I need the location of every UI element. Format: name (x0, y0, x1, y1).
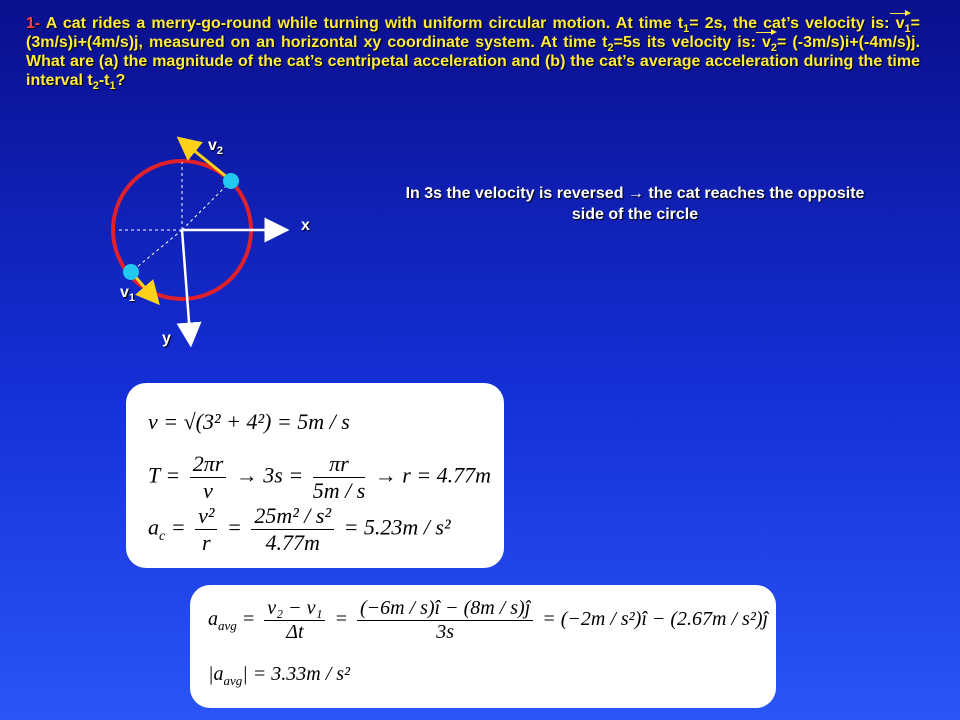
aavg-frac1-num: v₂ − v₁ (264, 597, 325, 621)
T-frac2-num: πr (313, 451, 366, 478)
cat-position-v2 (223, 173, 239, 189)
aavg-lhs: a (208, 608, 218, 631)
t2-subscript: 2 (607, 42, 614, 55)
v1-subscript: 1 (904, 23, 911, 36)
T-frac2 (313, 451, 366, 504)
problem-statement (26, 14, 921, 93)
ac-frac1-den: r (201, 530, 211, 555)
ac-frac1-num: v² (195, 503, 217, 530)
problem-line2b: =5s its velocity is: (613, 34, 756, 51)
v2-expression: = (-3m/s)i+(-4m/s)j. What are (a) the magnitude of the cat’s centripetal acceleration and (b) the cat’s average acceleration during the time interval t (26, 34, 921, 89)
y-axis-label: y (162, 330, 171, 347)
aavg-frac2 (357, 597, 533, 644)
dashed-radius-to-v1 (131, 230, 182, 272)
t1-subscript: 1 (683, 23, 690, 36)
magnitude-equation (208, 663, 350, 689)
speed-equation: v = √(3² + 4²) = 5m / s (148, 409, 350, 434)
T-lhs: T = (148, 462, 181, 488)
circle-diagram-svg (0, 120, 360, 360)
ac-frac2-den: 4.77m (265, 530, 320, 555)
x-axis-label: x (301, 217, 310, 234)
aavg-frac1-den: Δt (286, 621, 304, 643)
aavg-rhs: = (−2m / s²)î − (2.67m / s²)ĵ (542, 608, 769, 631)
note-line1: In 3s the velocity is reversed → the cat reaches the opposite (405, 185, 865, 202)
v1-label-letter: v (120, 284, 129, 301)
T-frac1 (190, 451, 227, 504)
centripetal-equation (148, 503, 451, 556)
v2-vector (761, 33, 778, 55)
mag-lhs: |a (208, 663, 224, 685)
problem-end: ? (115, 72, 126, 89)
aavg-sub: avg (218, 618, 237, 634)
T-end: → r = 4.77m (374, 462, 492, 488)
cat-position-v1 (123, 264, 139, 280)
dt-mid: -t (98, 72, 110, 89)
ac-lhs: a (148, 514, 159, 540)
solution-box-part-a (126, 383, 504, 568)
T-mid: → 3s = (235, 462, 304, 488)
aavg-frac2-num: (−6m / s)î − (8m / s)ĵ (357, 597, 533, 621)
dt-sub2: 2 (92, 80, 99, 93)
y-axis (182, 230, 190, 335)
average-acceleration-equation (208, 597, 768, 644)
v2-label-sub: 2 (216, 145, 224, 158)
note-line2: side of the circle (571, 206, 699, 223)
T-frac1-num: 2πr (190, 451, 227, 478)
v1-letter: v (895, 15, 905, 32)
v2-label (208, 137, 223, 157)
dt-sub1: 1 (109, 80, 116, 93)
v2-subscript: 2 (770, 42, 778, 55)
v1-label-sub: 1 (128, 292, 136, 305)
T-frac2-den: 5m / s (312, 478, 366, 503)
observation-note (360, 183, 910, 225)
ac-sub: c (159, 528, 166, 544)
solution-box-part-b (190, 585, 776, 708)
ac-frac2-num: 25m² / s² (251, 503, 334, 530)
period-equation (148, 451, 491, 504)
ac-frac2 (251, 503, 334, 556)
v1-vector (895, 14, 911, 36)
ac-eq2: = (226, 514, 242, 540)
v1-expression: = (3m/s)i+(4m/s)j, measured on an horizontal xy coordinate system. At time t (26, 15, 920, 51)
v2-letter: v (761, 34, 771, 51)
v1-label (120, 284, 135, 304)
T-frac1-den: v (203, 478, 213, 503)
ac-eq: = (170, 514, 186, 540)
aavg-frac2-den: 3s (436, 621, 454, 643)
aavg-eq2: = (334, 608, 348, 631)
ac-end: = 5.23m / s² (343, 514, 451, 540)
aavg-eq: = (241, 608, 256, 631)
problem-line1b: = 2s, the cat’s velocity is: (689, 15, 890, 32)
dashed-radius-to-v2 (182, 181, 231, 230)
mag-sub: avg (223, 673, 243, 688)
aavg-frac1 (264, 597, 325, 644)
mag-rhs: | = 3.33m / s² (242, 663, 351, 685)
ac-frac1 (195, 503, 217, 556)
problem-number: 1- (26, 15, 41, 32)
circle-diagram (0, 120, 360, 360)
problem-line1: A cat rides a merry-go-round while turning with uniform circular motion. At time t (45, 15, 684, 32)
v2-label-letter: v (208, 137, 217, 154)
